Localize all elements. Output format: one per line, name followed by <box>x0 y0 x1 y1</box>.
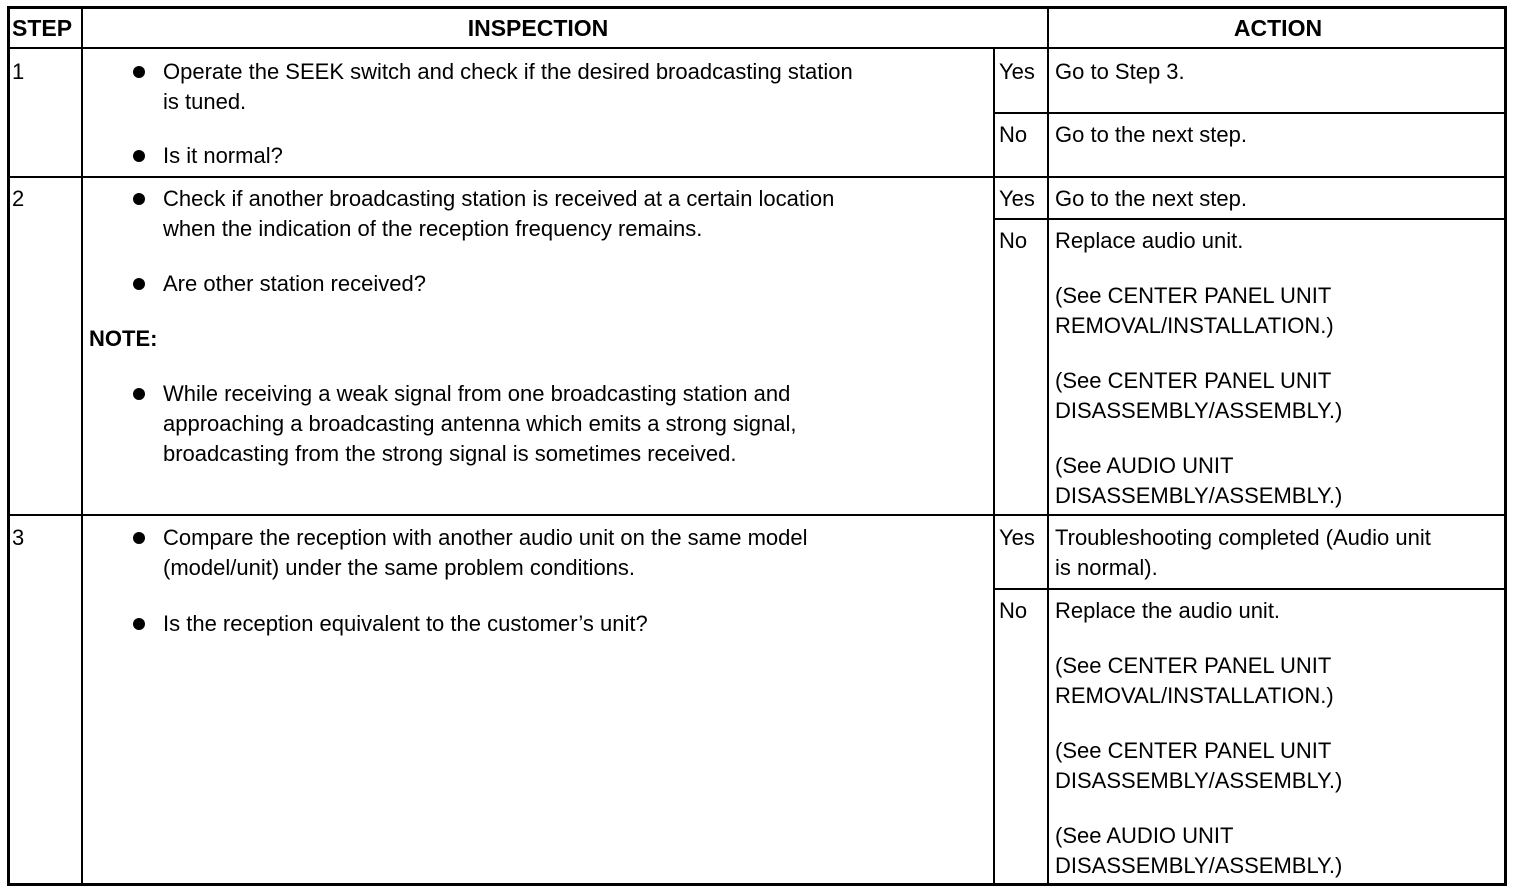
action-line: (See CENTER PANEL UNIT <box>1055 738 1332 763</box>
header-inspection: INSPECTION <box>467 15 609 41</box>
bullet-icon <box>133 618 145 630</box>
action-line: (See CENTER PANEL UNIT <box>1055 283 1332 308</box>
action-line: DISASSEMBLY/ASSEMBLY.) <box>1055 483 1343 508</box>
action-line: Troubleshooting completed (Audio unit <box>1055 525 1431 550</box>
action-line: REMOVAL/INSTALLATION.) <box>1055 313 1334 338</box>
bullet-icon <box>133 388 145 400</box>
inspection-line: Compare the reception with another audio unit on the same model <box>163 525 808 550</box>
note-line: While receiving a weak signal from one broadcasting station and <box>163 381 791 406</box>
step-column-divider <box>81 6 83 886</box>
step-number: 1 <box>12 59 25 84</box>
row-divider-1 <box>7 176 1507 178</box>
action-line: (See AUDIO UNIT <box>1055 823 1234 848</box>
step-number: 3 <box>12 525 25 550</box>
answer-divider-3 <box>994 588 1507 590</box>
bullet-icon <box>133 532 145 544</box>
inspection-line: Check if another broadcasting station is received at a certain location <box>163 186 835 211</box>
inspection-line: Is the reception equivalent to the customer’s unit? <box>163 611 648 636</box>
answer-yes: Yes <box>999 59 1035 84</box>
action-line: Replace audio unit. <box>1055 228 1244 253</box>
answer-no: No <box>999 122 1028 147</box>
action-line: (See CENTER PANEL UNIT <box>1055 368 1332 393</box>
answer-no: No <box>999 228 1028 253</box>
answer-column-divider <box>993 47 995 886</box>
action-line: Go to Step 3. <box>1055 59 1185 84</box>
action-line: DISASSEMBLY/ASSEMBLY.) <box>1055 853 1343 878</box>
step-number: 2 <box>12 186 25 211</box>
bullet-icon <box>133 193 145 205</box>
note-line: approaching a broadcasting antenna which emits a strong signal, <box>163 411 797 436</box>
inspection-line: is tuned. <box>163 89 247 114</box>
action-line: (See CENTER PANEL UNIT <box>1055 653 1332 678</box>
header-action: ACTION <box>1233 15 1323 41</box>
note-line: broadcasting from the strong signal is sometimes received. <box>163 441 737 466</box>
header-step: STEP <box>12 15 73 41</box>
inspection-line: when the indication of the reception frequency remains. <box>163 216 703 241</box>
bullet-icon <box>133 278 145 290</box>
inspection-line: (model/unit) under the same problem conditions. <box>163 555 636 580</box>
answer-yes: Yes <box>999 525 1035 550</box>
header-divider <box>7 47 1507 49</box>
action-line: is normal). <box>1055 555 1158 580</box>
action-column-divider <box>1047 6 1049 886</box>
action-line: Replace the audio unit. <box>1055 598 1281 623</box>
action-line: REMOVAL/INSTALLATION.) <box>1055 683 1334 708</box>
answer-divider-2 <box>994 218 1507 220</box>
action-line: Go to the next step. <box>1055 186 1248 211</box>
action-line: DISASSEMBLY/ASSEMBLY.) <box>1055 768 1343 793</box>
inspection-line: Operate the SEEK switch and check if the desired broadcasting station <box>163 59 853 84</box>
answer-yes: Yes <box>999 186 1035 211</box>
inspection-line: Is it normal? <box>163 143 283 168</box>
bullet-icon <box>133 66 145 78</box>
answer-divider-1 <box>994 112 1507 114</box>
answer-no: No <box>999 598 1028 623</box>
note-label: NOTE: <box>89 326 158 351</box>
row-divider-2 <box>7 514 1507 516</box>
action-line: DISASSEMBLY/ASSEMBLY.) <box>1055 398 1343 423</box>
action-line: (See AUDIO UNIT <box>1055 453 1234 478</box>
bullet-icon <box>133 150 145 162</box>
action-line: Go to the next step. <box>1055 122 1248 147</box>
inspection-line: Are other station received? <box>163 271 426 296</box>
